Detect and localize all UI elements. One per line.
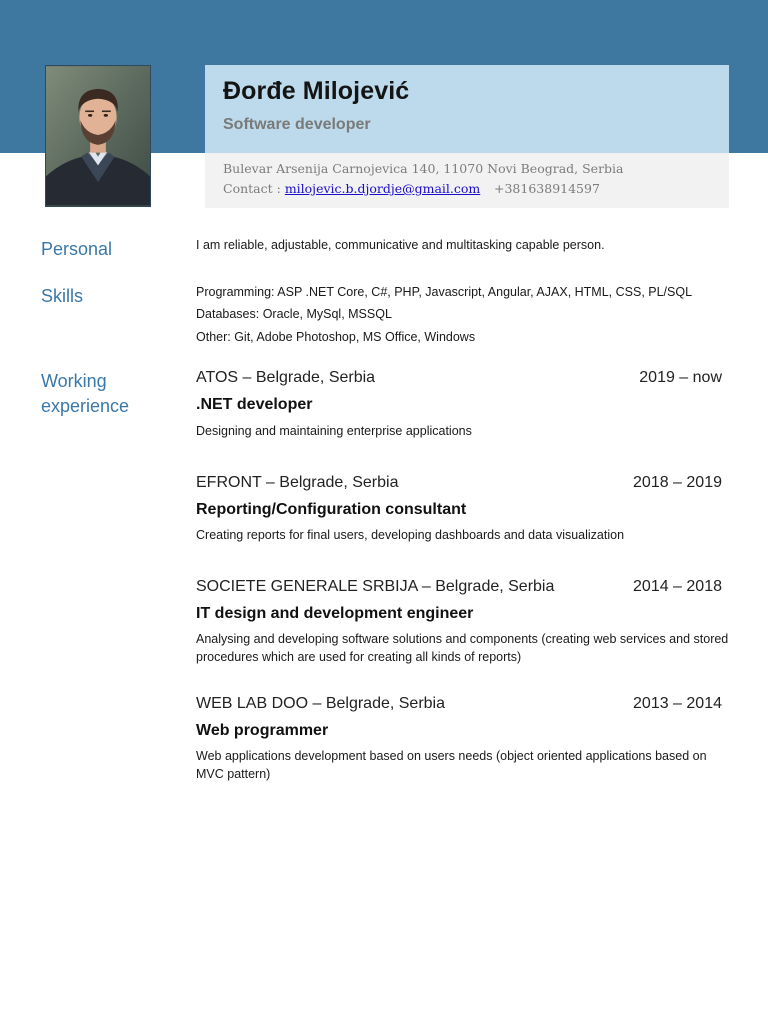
skills-line-programming: Programming: ASP .NET Core, C#, PHP, Javascript, Angular, AJAX, HTML, CSS, PL/SQL [196,285,693,299]
job-description: Analysing and developing software solutions and components (creating web services and stored procedures which are used for creating all kinds of reports) [196,632,729,664]
job-role: Reporting/Configuration consultant [196,501,467,518]
email-link[interactable]: milojevic.b.djordje@gmail.com [284,181,481,196]
person-name: Đorđe Milojević [223,77,410,105]
job-company: SOCIETE GENERALE SRBIJA – Belgrade, Serbia [196,578,555,595]
section-label-experience-line2: experience [41,396,130,416]
job-company: WEB LAB DOO – Belgrade, Serbia [196,695,445,712]
skills-line-databases: Databases: Oracle, MySql, MSSQL [196,307,392,321]
contact-line [223,181,480,196]
job-years: 2013 – 2014 [633,695,722,712]
name-panel [205,65,729,153]
profile-photo [45,65,151,207]
contact-panel [205,153,729,208]
phone-number: +381638914597 [494,181,600,196]
job-years: 2019 – now [639,369,722,386]
address: Bulevar Arsenija Carnojevica 140, 11070 Novi Beograd, Serbia [223,161,624,176]
job-years: 2014 – 2018 [633,578,722,595]
section-label-personal: Personal [41,239,113,259]
job-role: .NET developer [196,396,313,413]
contact-label: Contact : [223,181,285,196]
job-title: Software developer [223,116,371,133]
job-role: Web programmer [196,722,329,739]
section-label-experience-line1: Working [41,371,107,391]
job-company: EFRONT – Belgrade, Serbia [196,474,399,491]
skills-line-other: Other: Git, Adobe Photoshop, MS Office, Windows [196,330,476,344]
section-label-skills: Skills [41,286,84,306]
job-description: Web applications development based on users needs (object oriented applications based on MVC pattern) [196,749,707,781]
job-company: ATOS – Belgrade, Serbia [196,369,376,386]
personal-text: I am reliable, adjustable, communicative and multitasking capable person. [196,238,605,252]
job-description: Creating reports for final users, developing dashboards and data visualization [196,528,625,542]
job-years: 2018 – 2019 [633,474,722,491]
section-label-experience [41,369,129,419]
job-description: Designing and maintaining enterprise applications [196,424,472,438]
job-role: IT design and development engineer [196,605,474,622]
